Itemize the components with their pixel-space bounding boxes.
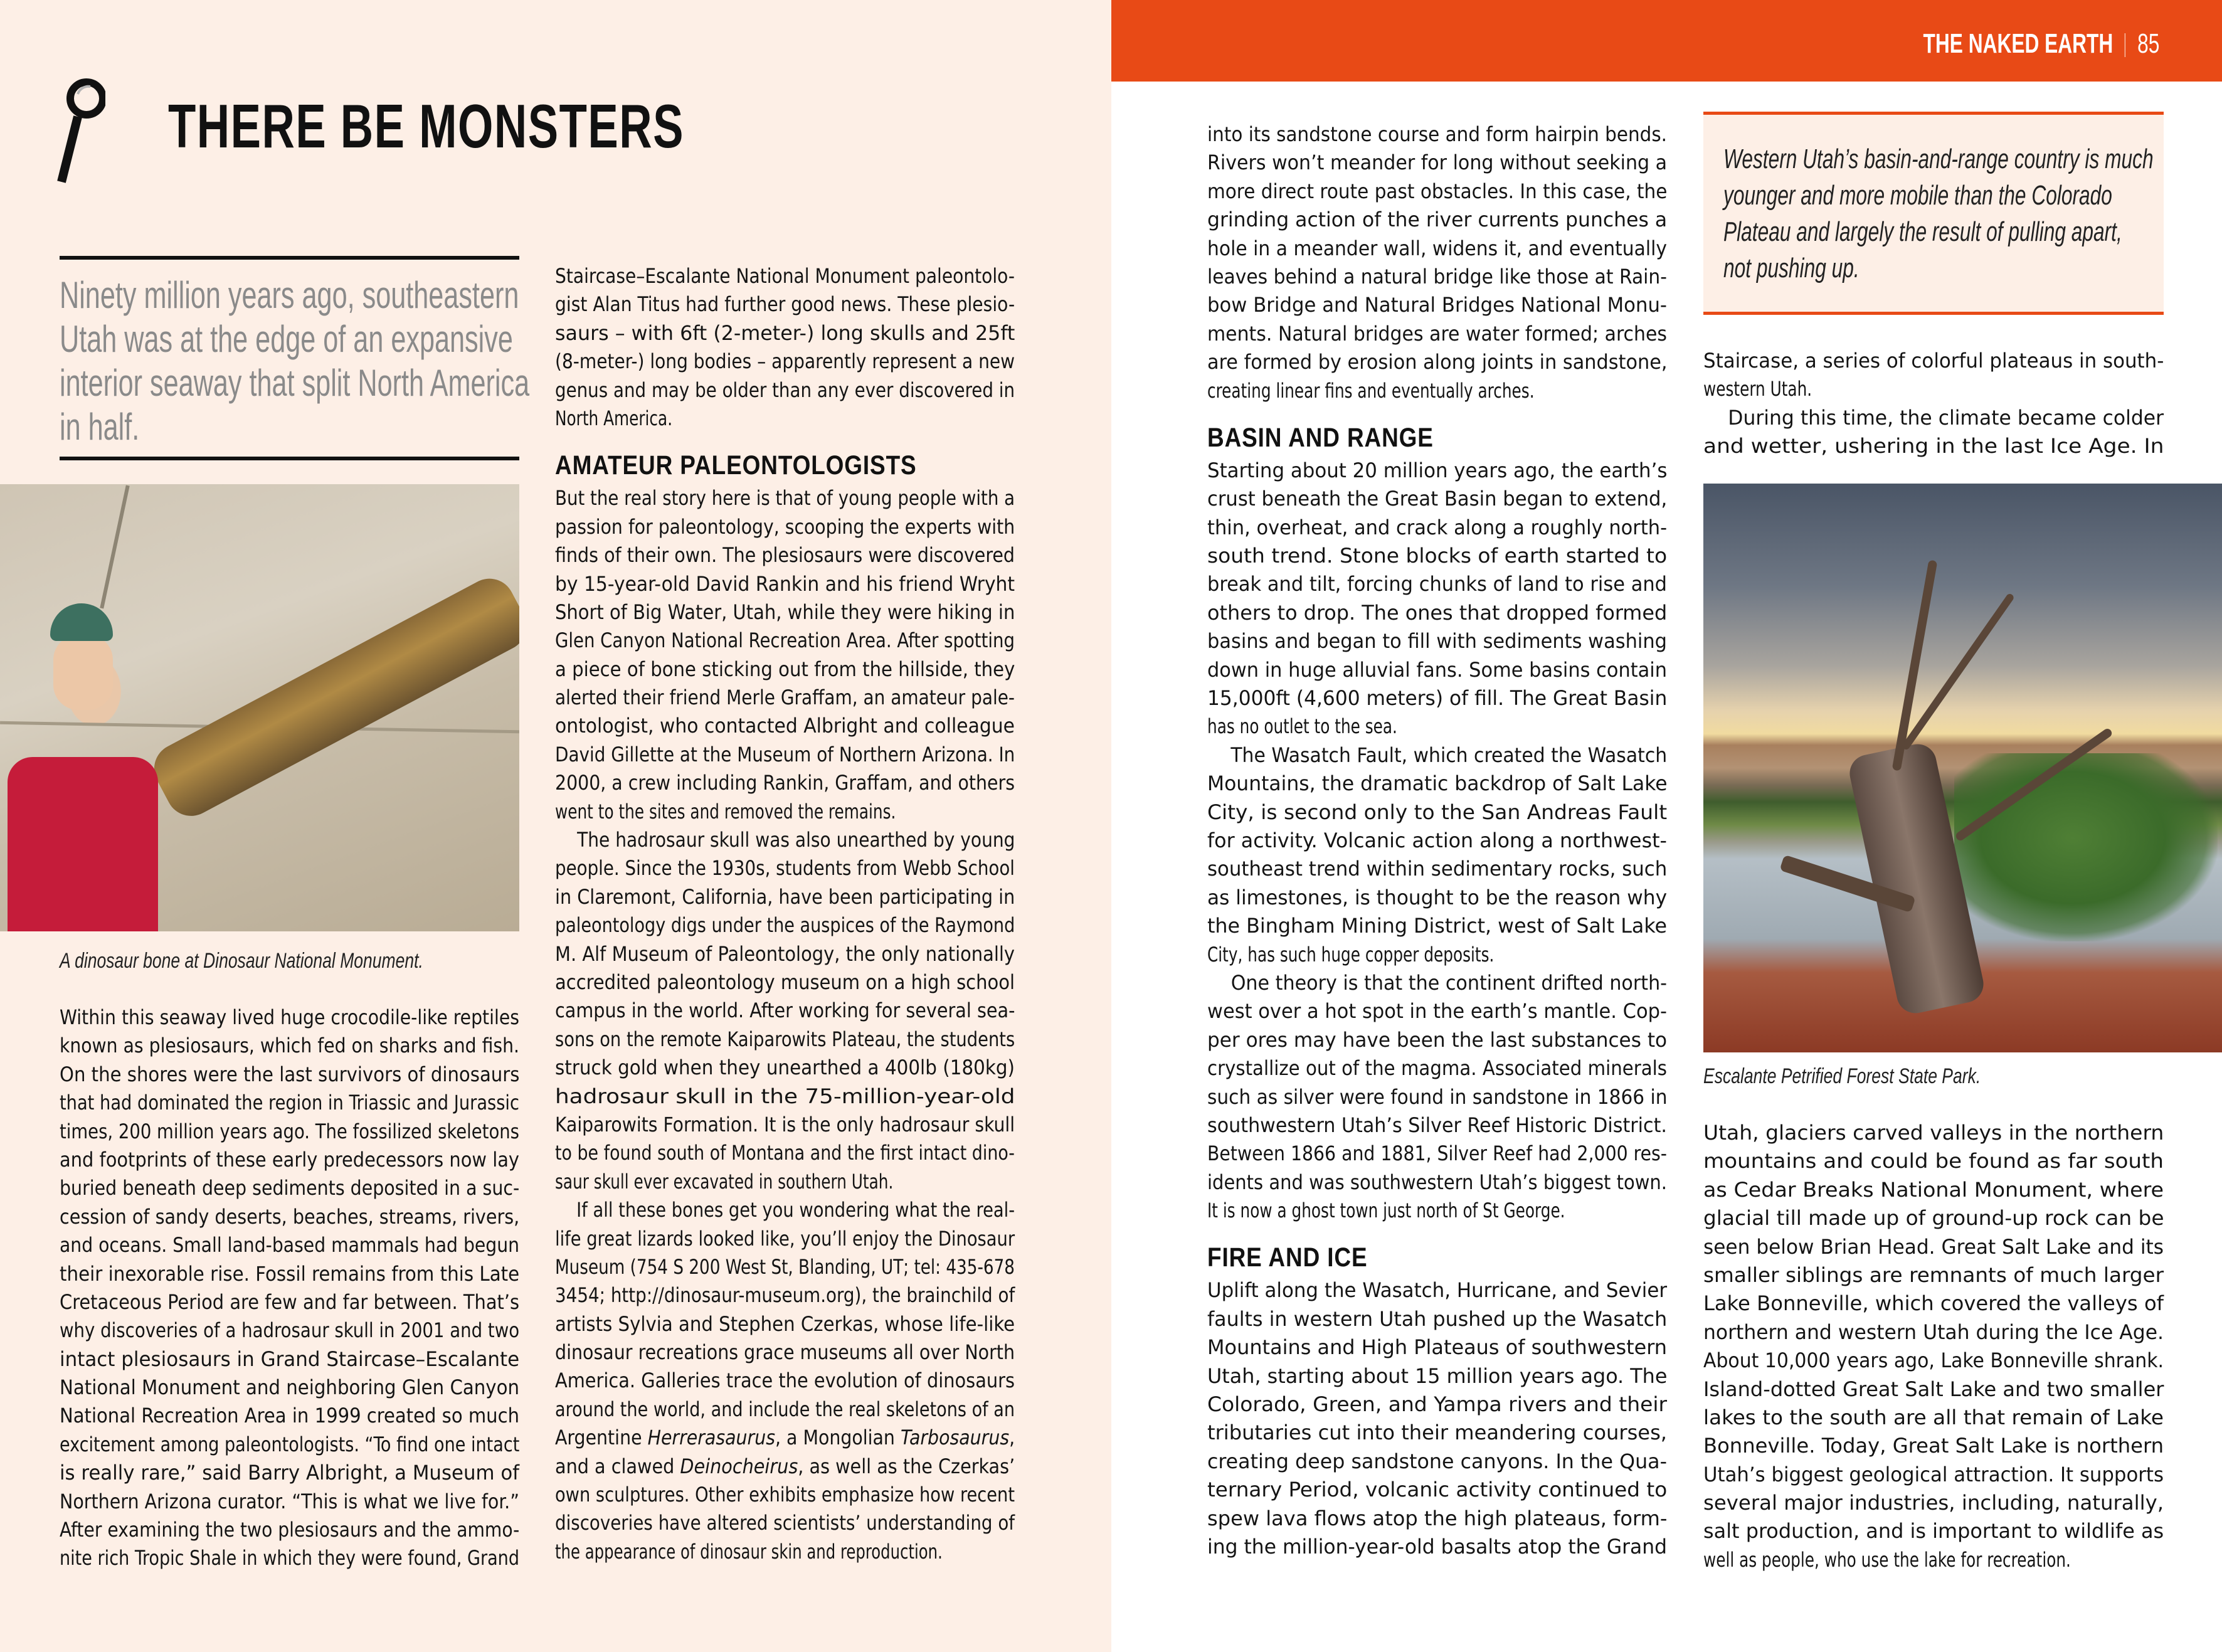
column-1 xyxy=(60,1003,519,1573)
text-line: Glen Canyon National Recreation Area. After spotting xyxy=(555,628,1015,653)
running-head xyxy=(1923,30,2159,58)
text-line: Rivers won’t meander for long without seeking a xyxy=(1207,151,1668,175)
text-line: by 15-year-old David Rankin and his friend Wryht xyxy=(555,571,1015,596)
boy-face xyxy=(53,635,113,710)
text-line: and wetter, ushering in the last Ice Age. In xyxy=(1703,434,2164,458)
text-line: Lake Bonneville, which covered the valleys of xyxy=(1703,1291,2164,1316)
running-head-section: THE NAKED EARTH xyxy=(1923,28,2113,59)
text-line: more direct route past obstacles. In this case, the xyxy=(1207,179,1668,203)
text-line: M. Alf Museum of Paleontology, the only nationally xyxy=(555,941,1015,966)
section-heading-basin-and-range: BASIN AND RANGE xyxy=(1207,422,1434,453)
text-line xyxy=(555,1453,1015,1481)
text-line: Museum (754 S 200 West St, Blanding, UT; tel: 435-678 xyxy=(555,1254,1015,1279)
text-line: for activity. Volcanic action along a northwest- xyxy=(1207,828,1667,852)
text-run: , xyxy=(1009,1426,1015,1450)
text-line: genus and may be older than any ever discovered in xyxy=(555,378,1015,402)
text-line: crust beneath the Great Basin began to extend, xyxy=(1207,487,1668,511)
text-line: But the real story here is that of young people with a xyxy=(555,486,1015,511)
text-line: basins and began to fill with sediments washing xyxy=(1207,629,1667,654)
quote-line: Western Utah’s basin-and-range country is much xyxy=(1723,144,2154,174)
text-line: life great lizards looked like, you’ll enjoy the Dinosaur xyxy=(555,1226,1015,1251)
text-line: northern and western Utah during the Ice Age. xyxy=(1703,1320,2164,1344)
text-line: During this time, the climate became colder xyxy=(1728,405,2164,430)
text-line: Utah’s biggest geological attraction. It supports xyxy=(1703,1462,2164,1486)
text-line: 2000, a crew including Rankin, Graffam, and others xyxy=(555,771,1015,795)
text-line: It is now a ghost town just north of St George. xyxy=(1207,1199,1565,1223)
text-line: If all these bones get you wondering what the real- xyxy=(576,1198,1015,1222)
juniper-foliage xyxy=(1954,753,2218,941)
text-line: discoveries have altered scientists’ understanding of xyxy=(555,1511,1015,1535)
text-line: saurs – with 6ft (2-meter-) long skulls and 25ft xyxy=(555,320,1015,345)
text-line: others to drop. The ones that dropped formed xyxy=(1207,600,1668,625)
text-line: On the shores were the last survivors of dinosaurs xyxy=(60,1062,520,1086)
text-line: are formed by erosion along joints in sandstone, xyxy=(1207,350,1668,374)
fossil-bone xyxy=(145,570,519,825)
feature-title: THERE BE MONSTERS xyxy=(168,92,684,161)
text-line xyxy=(555,1424,1015,1452)
text-line: ternary Period, volcanic activity continued to xyxy=(1207,1478,1668,1502)
pull-quote xyxy=(1703,112,2164,315)
text-line: paleontology digs under the auspices of the Raymond xyxy=(555,913,1015,938)
lead-line: in half. xyxy=(60,406,140,448)
text-line: Within this seaway lived huge crocodile-like reptiles xyxy=(60,1005,519,1029)
text-line: The Wasatch Fault, which created the Wasatch xyxy=(1230,743,1668,767)
text-line: hadrosaur skull in the 75-million-year-old xyxy=(555,1084,1015,1108)
column-4-bottom xyxy=(1703,1119,2164,1574)
lead-pullout xyxy=(60,256,530,460)
text-line: went to the sites and removed the remains. xyxy=(555,799,896,823)
text-line: western Utah. xyxy=(1703,377,1812,401)
text-line: seen below Brian Head. Great Salt Lake and its xyxy=(1703,1234,2164,1259)
text-line: the appearance of dinosaur skin and reproduction. xyxy=(555,1539,943,1564)
spacer xyxy=(1207,405,1667,419)
text-line: 3454; http://dinosaur-museum.org), the brainchild of xyxy=(555,1283,1015,1308)
text-line: creating linear fins and eventually arches. xyxy=(1207,378,1535,403)
rock-crack xyxy=(100,485,129,609)
text-line: people. Since the 1930s, students from Webb School xyxy=(555,856,1015,881)
column-4-top xyxy=(1703,347,2164,461)
quote-line: Plateau and largely the result of pulling apart, xyxy=(1723,216,2122,247)
text-line: salt production, and is important to wildlife as xyxy=(1703,1519,2164,1543)
text-line: About 10,000 years ago, Lake Bonneville shrank. xyxy=(1703,1348,2164,1373)
text-line: Cretaceous Period are few and far between. That’s xyxy=(60,1289,520,1314)
column-3 xyxy=(1207,120,1667,1561)
text-line: lakes to the south are all that remain of Lake xyxy=(1703,1405,2164,1429)
text-line: as Cedar Breaks National Monument, where xyxy=(1703,1177,2164,1202)
text-line: struck gold when they unearthed a 400lb (180kg) xyxy=(555,1056,1015,1080)
text-line: faults in western Utah pushed up the Wasatch xyxy=(1207,1306,1668,1331)
spacer xyxy=(1207,1225,1667,1239)
escalante-tree-photo xyxy=(1703,484,2222,1052)
text-line: gist Alan Titus had further good news. These plesio- xyxy=(555,292,1015,317)
text-line: their inexorable rise. Fossil remains from this Late xyxy=(60,1261,520,1286)
text-line: Uplift along the Wasatch, Hurricane, and Sevier xyxy=(1207,1278,1667,1303)
text-line: the Bingham Mining District, west of Salt Lake xyxy=(1207,914,1668,938)
species-name: Herrerasaurus xyxy=(647,1426,775,1450)
text-line: excitement among paleontologists. “To find one intact xyxy=(60,1432,520,1456)
text-line: thin, overheat, and crack along a roughly north- xyxy=(1207,515,1668,539)
lead-line: Utah was at the edge of an expansive xyxy=(60,318,513,360)
text-line: Utah, glaciers carved valleys in the northern xyxy=(1703,1121,2164,1145)
text-line: cession of sandy deserts, beaches, streams, rivers, xyxy=(60,1204,520,1229)
text-line: times, 200 million years ago. The fossilized skeletons xyxy=(60,1119,519,1143)
text-line: Starting about 20 million years ago, the earth’s xyxy=(1207,458,1668,482)
text-line: After examining the two plesiosaurs and the ammo- xyxy=(60,1518,520,1542)
text-line: and oceans. Small land-based mammals had begun xyxy=(60,1233,520,1258)
text-line: finds of their own. The plesiosaurs were discovered xyxy=(555,543,1015,568)
text-line: west over a hot spot in the earth’s mantle. Cop- xyxy=(1207,999,1667,1024)
text-line: around the world, and include the real skeletons of an xyxy=(555,1397,1015,1421)
text-line: North America. xyxy=(555,406,673,430)
text-line: southwestern Utah’s Silver Reef Historic District. xyxy=(1207,1113,1667,1137)
text-run: Argentine xyxy=(555,1426,648,1450)
text-line: break and tilt, forcing chunks of land to rise and xyxy=(1207,572,1667,596)
text-line: intact plesiosaurs in Grand Staircase–Escalante xyxy=(60,1347,520,1371)
text-line: buried beneath deep sediments deposited in a suc- xyxy=(60,1176,520,1200)
text-line: mountains and could be found as far south xyxy=(1703,1149,2164,1173)
text-line: glacial till made up of ground-up rock can be xyxy=(1703,1206,2164,1231)
text-line: saur skull ever excavated in southern Utah. xyxy=(555,1169,894,1194)
text-line: such as silver were found in sandstone in 1866 in xyxy=(1207,1084,1668,1109)
text-line: a piece of bone sticking out from the hillside, they xyxy=(555,657,1015,681)
text-line: The hadrosaur skull was also unearthed by young xyxy=(577,828,1015,852)
text-line: Mountains, the dramatic backdrop of Salt Lake xyxy=(1207,771,1668,796)
text-line: bow Bridge and Natural Bridges National Monu- xyxy=(1207,293,1667,317)
text-line: Utah, starting about 15 million years ago. The xyxy=(1207,1363,1668,1388)
text-run: , as well as the Czerkas’ xyxy=(798,1454,1015,1478)
text-line: several major industries, including, naturally, xyxy=(1703,1491,2164,1515)
text-line: alerted their friend Merle Graffam, an amateur pale- xyxy=(555,686,1015,710)
text-line: campus in the world. After working for several sea- xyxy=(555,998,1015,1023)
text-line: Short of Big Water, Utah, while they were hiking in xyxy=(555,600,1015,624)
text-line: in Claremont, California, have been participating in xyxy=(555,884,1015,909)
text-line: Between 1866 and 1881, Silver Reef had 2,000 res- xyxy=(1207,1141,1667,1166)
quote-line: not pushing up. xyxy=(1723,253,1860,283)
magnifier-icon xyxy=(55,77,105,186)
text-line: crystallize out of the magma. Associated minerals xyxy=(1207,1056,1667,1081)
text-line: accredited paleontology museum on a high school xyxy=(555,970,1015,994)
text-line: that had dominated the region in Triassic and Jurassic xyxy=(60,1091,519,1115)
text-line: Staircase–Escalante National Monument paleontolo- xyxy=(555,264,1015,288)
text-line: to be found south of Montana and the first intact dino- xyxy=(555,1141,1015,1165)
boy-shirt xyxy=(8,757,158,931)
photo-caption: A dinosaur bone at Dinosaur National Monument. xyxy=(60,949,423,973)
lead-line: Ninety million years ago, southeastern xyxy=(60,274,519,316)
text-line: hole in a meander wall, widens it, and eventually xyxy=(1207,236,1667,260)
boy-cap xyxy=(50,603,113,641)
dinosaur-bone-photo xyxy=(0,484,519,931)
text-line: into its sandstone course and form hairpin bends. xyxy=(1207,122,1667,146)
text-line: dinosaur recreations grace museums all over North xyxy=(555,1340,1015,1365)
lead-text xyxy=(60,273,530,449)
text-line: leaves behind a natural bridge like those at Rain- xyxy=(1207,264,1667,289)
text-run: and a clawed xyxy=(555,1454,680,1478)
species-name: Tarbosaurus xyxy=(900,1426,1010,1450)
text-line: is really rare,” said Barry Albright, a Museum of xyxy=(60,1461,519,1485)
text-line: creating deep sandstone canyons. In the Qua- xyxy=(1207,1449,1667,1473)
spacer xyxy=(555,433,1015,447)
text-line: City, is second only to the San Andreas Fault xyxy=(1207,800,1668,824)
text-line: down in huge alluvial fans. Some basins contain xyxy=(1207,657,1667,682)
text-line: well as people, who use the lake for recreation. xyxy=(1703,1547,2071,1572)
text-line: and footprints of these early predecessors now lay xyxy=(60,1147,519,1172)
text-line: artists Sylvia and Stephen Czerkas, whose life-like xyxy=(555,1311,1015,1336)
text-line: 15,000ft (4,600 meters) of fill. The Great Basin xyxy=(1207,686,1668,711)
text-line: has no outlet to the sea. xyxy=(1207,714,1397,739)
text-line: National Recreation Area in 1999 created so much xyxy=(60,1404,519,1428)
text-line: own sculptures. Other exhibits emphasize how recent xyxy=(555,1483,1015,1507)
text-line: Mountains and High Plateaus of southwestern xyxy=(1207,1335,1667,1360)
pull-quote-text xyxy=(1723,141,2154,287)
running-head-bar xyxy=(1111,0,2222,82)
text-line: sons on the remote Kaiparowits Plateau, the students xyxy=(555,1027,1015,1051)
text-line: grinding action of the river currents punches a xyxy=(1207,208,1668,232)
text-line: Bonneville. Today, Great Salt Lake is northern xyxy=(1703,1434,2164,1458)
quote-line: younger and more mobile than the Colorado xyxy=(1723,180,2112,211)
species-name: Deinocheirus xyxy=(680,1454,798,1478)
text-line: Colorado, Green, and Yampa rivers and their xyxy=(1207,1392,1667,1417)
text-line: spew lava flows atop the high plateaus, form- xyxy=(1207,1506,1668,1530)
text-line: ing the million-year-old basalts atop the Grand xyxy=(1207,1534,1667,1559)
section-heading-fire-and-ice: FIRE AND ICE xyxy=(1207,1242,1368,1273)
text-line: southeast trend within sedimentary rocks, such xyxy=(1207,857,1668,881)
text-line: known as plesiosaurs, which fed on sharks and fish. xyxy=(60,1034,519,1058)
column-2 xyxy=(555,262,1015,1566)
text-line: why discoveries of a hadrosaur skull in 2001 and two xyxy=(60,1318,520,1343)
text-line: ments. Natural bridges are water formed; arches xyxy=(1207,321,1667,346)
text-line: tributaries cut into their meandering courses, xyxy=(1207,1421,1667,1445)
text-line: nite rich Tropic Shale in which they were found, Grand xyxy=(60,1546,519,1570)
text-line: ontologist, who contacted Albright and colleague xyxy=(555,714,1015,738)
text-line: America. Galleries trace the evolution of dinosaurs xyxy=(555,1369,1015,1393)
section-heading-amateur-paleontologists: AMATEUR PALEONTOLOGISTS xyxy=(555,450,917,481)
text-line: Island-dotted Great Salt Lake and two smaller xyxy=(1703,1377,2164,1401)
text-line: per ores may have been the last substances to xyxy=(1207,1027,1668,1052)
text-line: City, has such huge copper deposits. xyxy=(1207,942,1495,966)
text-run: , a Mongolian xyxy=(775,1426,901,1450)
text-line: idents and was southwestern Utah’s biggest town. xyxy=(1207,1170,1667,1194)
page-number: 85 xyxy=(2137,28,2159,59)
text-line: as limestones, is thought to be the reason why xyxy=(1207,885,1668,909)
text-line: One theory is that the continent drifted north- xyxy=(1230,970,1668,995)
lead-line: interior seaway that split North America xyxy=(60,362,530,404)
text-line: Staircase, a series of colorful plateaus in south- xyxy=(1703,349,2164,373)
photo-caption: Escalante Petrified Forest State Park. xyxy=(1703,1064,1981,1088)
text-line: passion for paleontology, scooping the experts with xyxy=(555,514,1015,539)
text-line: smaller siblings are remnants of much larger xyxy=(1703,1263,2164,1287)
text-line: (8-meter-) long bodies – apparently represent a new xyxy=(555,349,1015,374)
text-line: south trend. Stone blocks of earth started to xyxy=(1207,544,1668,568)
text-line: Kaiparowits Formation. It is the only hadrosaur skull xyxy=(555,1112,1015,1136)
text-line: David Gillette at the Museum of Northern Arizona. In xyxy=(555,742,1015,766)
text-line: National Monument and neighboring Glen Canyon xyxy=(60,1375,519,1400)
text-line: Northern Arizona curator. “This is what we live for.” xyxy=(60,1489,519,1513)
